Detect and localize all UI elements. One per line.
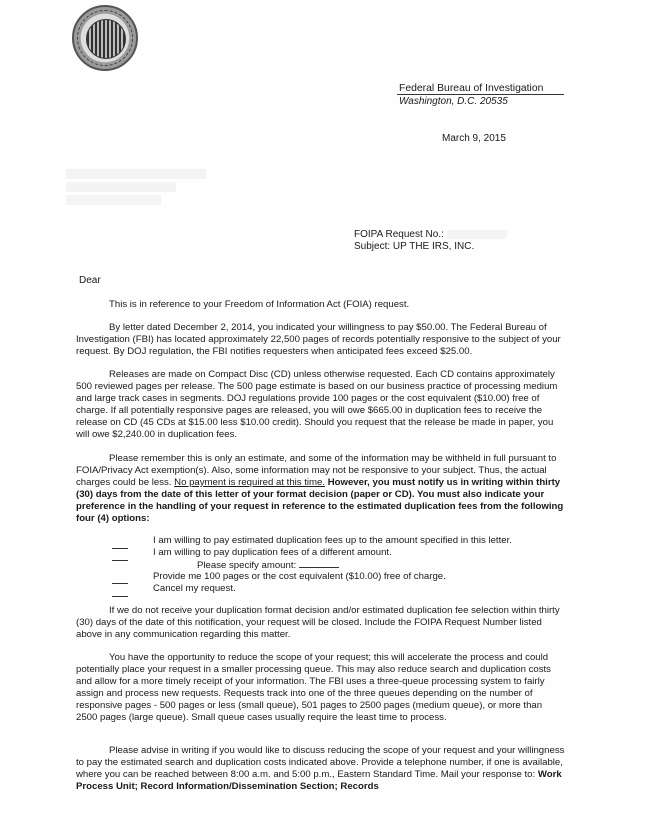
foipa-label: FOIPA Request No.:: [354, 229, 444, 240]
redacted-address-line: [66, 195, 161, 205]
option-pay-different-amount: I am willing to pay duplication fees of a different amount.: [153, 547, 392, 558]
letterhead-rule: [397, 94, 564, 95]
specify-amount-label: Please specify amount:: [197, 560, 297, 571]
amount-blank[interactable]: [299, 559, 339, 568]
subject-label: Subject:: [354, 241, 391, 252]
fbi-seal-logo: [72, 5, 138, 71]
redacted-request-number: [447, 230, 507, 239]
request-subject: [354, 241, 474, 253]
foipa-request-number: [354, 229, 507, 241]
option-checkline[interactable]: [112, 560, 128, 561]
paragraph-pages-located: By letter dated December 2, 2014, you indicated your willingness to pay $50.00. The Federal Bureau of Investigation (FBI) has located approximately 22,500 pages of records potentially responsive to the subject of your request. By DOJ regulation, the FBI notifies requesters when anticipated fees exceed $25.00.: [76, 322, 561, 357]
subject-value: UP THE IRS, INC.: [392, 241, 475, 252]
notify-requirement-text: However, you must notify us in writing within thirty (30) days from the date of this letter of your format decision (paper or CD). You must also indicate your preference in the handling of your request in reference to the estimated duplication fees from the following four (4) options:: [76, 476, 564, 524]
paragraph-intro: This is in reference to your Freedom of Information Act (FOIA) request.: [109, 299, 410, 310]
agency-name: Federal Bureau of Investigation: [399, 83, 544, 94]
no-payment-required-text: No payment is required at this time.: [174, 476, 326, 488]
option-pay-estimated-fees: I am willing to pay estimated duplication fees up to the amount specified in this letter.: [153, 535, 512, 546]
salutation: [79, 275, 101, 287]
paragraph-cd-release: Releases are made on Compact Disc (CD) unless otherwise requested. Each CD contains approximately 500 reviewed pages per release. The 500 page estimate is based on our business practice of processing medium and large track cases in segments. DOJ regulations provide 100 pages or the cost equivalent ($10.00) free of charge. If all potentially responsive pages are released, you will owe $665.00 in duplication fees to receive the release on CD (45 CDs at $15.00 less $10.00 credit). Should you request that the release be made in paper, you will owe $2,240.00 in duplication fees.: [76, 369, 558, 440]
paragraph-contact-instructions: [76, 745, 566, 793]
option-free-100-pages: Provide me 100 pages or the cost equivalent ($10.00) free of charge.: [153, 571, 446, 582]
seal-shield: [86, 19, 126, 59]
paragraph-estimate-notice: [76, 453, 566, 524]
estimate-text: Please remember this is only an estimate, and some of the information may be withheld in full pursuant to FOIA/Privacy Act exemption(s). Also, some information may not be responsive to your subject. Thus, the actual charges could be less.: [76, 453, 557, 488]
redacted-address-line: [66, 182, 176, 192]
option-checkline[interactable]: [112, 596, 128, 597]
agency-city: Washington, D.C. 20535: [399, 96, 508, 107]
option-checkline[interactable]: [112, 548, 128, 549]
paragraph-closure-warning: If we do not receive your duplication format decision and/or estimated duplication fee selection within thirty (30) days of the date of this notification, your request will be closed. Include the FOIPA Request Number listed above in any communication regarding this matter.: [76, 605, 560, 640]
option-checkline[interactable]: [112, 583, 128, 584]
redacted-address-line: [66, 169, 206, 179]
option-cancel-request: Cancel my request.: [153, 583, 236, 594]
contact-text: Please advise in writing if you would like to discuss reducing the scope of your request and your willingness to pay the estimated search and duplication costs indicated above. Provide a telephone number, if one is available, where you can be reached between 8:00 a.m. and 5:00 p.m., Eastern Standard Time. Mail your response to:: [76, 745, 565, 780]
specify-amount-row: [197, 559, 339, 572]
salutation-text: Dear: [79, 275, 101, 286]
mailing-unit-text: Work Process Unit; Record Information/Dissemination Section; Records: [76, 768, 562, 792]
letter-date: March 9, 2015: [442, 133, 506, 144]
paragraph-reduce-scope: You have the opportunity to reduce the scope of your request; this will accelerate the process and could potentially place your request in a smaller processing queue. This may also reduce search and duplication costs and allow for a more timely receipt of your information. The FBI uses a three-queue processing system to fairly assign and process new requests. Requests track into one of the three queues depending on the number of responsive pages - 500 pages or less (small queue), 501 pages to 2500 pages (medium queue), or more than 2500 pages (large queue). Small queue cases usually require the least time to process.: [76, 652, 551, 723]
